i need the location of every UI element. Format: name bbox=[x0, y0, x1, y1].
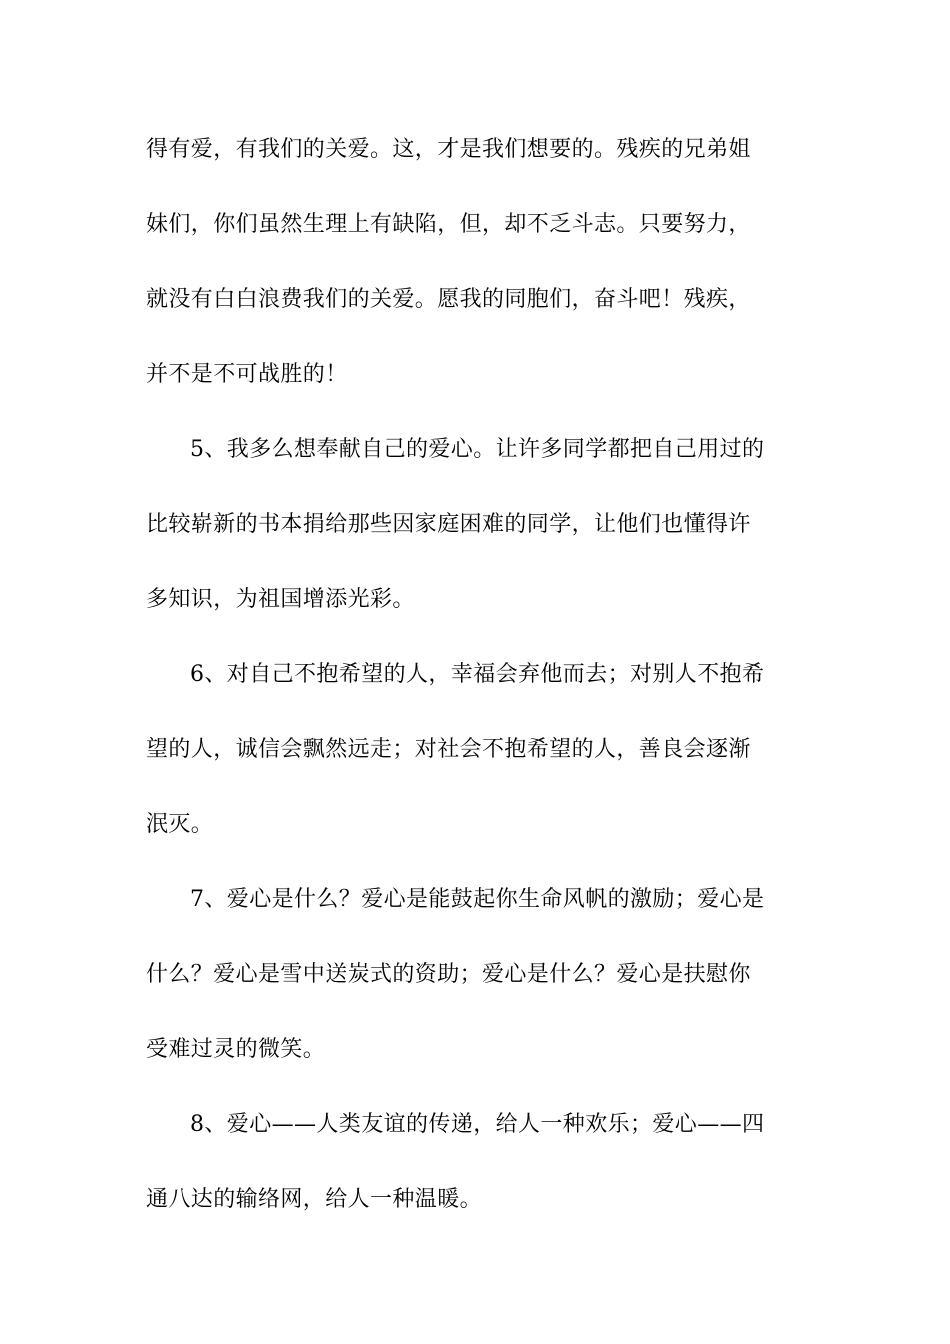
paragraph-8-start: 8、爱心——人类友谊的传递，给人一种欢乐；爱心——四 bbox=[190, 1112, 765, 1137]
text-line: 并不是不可战胜的！ bbox=[146, 362, 348, 387]
paragraph-7-start: 7、爱心是什么？爱心是能鼓起你生命风帆的激励；爱心是 bbox=[190, 887, 765, 912]
text-line: 比较崭新的书本捐给那些因家庭困难的同学，让他们也懂得许 bbox=[146, 512, 751, 537]
text-line: 受难过灵的微笑。 bbox=[146, 1037, 326, 1062]
text-line: 什么？爱心是雪中送炭式的资助；爱心是什么？爱心是扶慰你 bbox=[146, 962, 751, 987]
text-line: 泯灭。 bbox=[146, 812, 214, 837]
text-line: 得有爱，有我们的关爱。这，才是我们想要的。残疾的兄弟姐 bbox=[146, 137, 751, 162]
text-line: 望的人，诚信会飘然远走；对社会不抱希望的人，善良会逐渐 bbox=[146, 737, 751, 762]
paragraph-6-start: 6、对自己不抱希望的人，幸福会弃他而去；对别人不抱希 bbox=[190, 662, 765, 687]
text-line: 多知识，为祖国增添光彩。 bbox=[146, 587, 415, 612]
paragraph-5-start: 5、我多么想奉献自己的爱心。让许多同学都把自己用过的 bbox=[190, 437, 765, 462]
text-line: 妹们，你们虽然生理上有缺陷，但，却不乏斗志。只要努力， bbox=[146, 212, 751, 237]
text-line: 就没有白白浪费我们的关爱。愿我的同胞们，奋斗吧！残疾， bbox=[146, 287, 751, 312]
text-line: 通八达的输络网，给人一种温暖。 bbox=[146, 1187, 483, 1212]
